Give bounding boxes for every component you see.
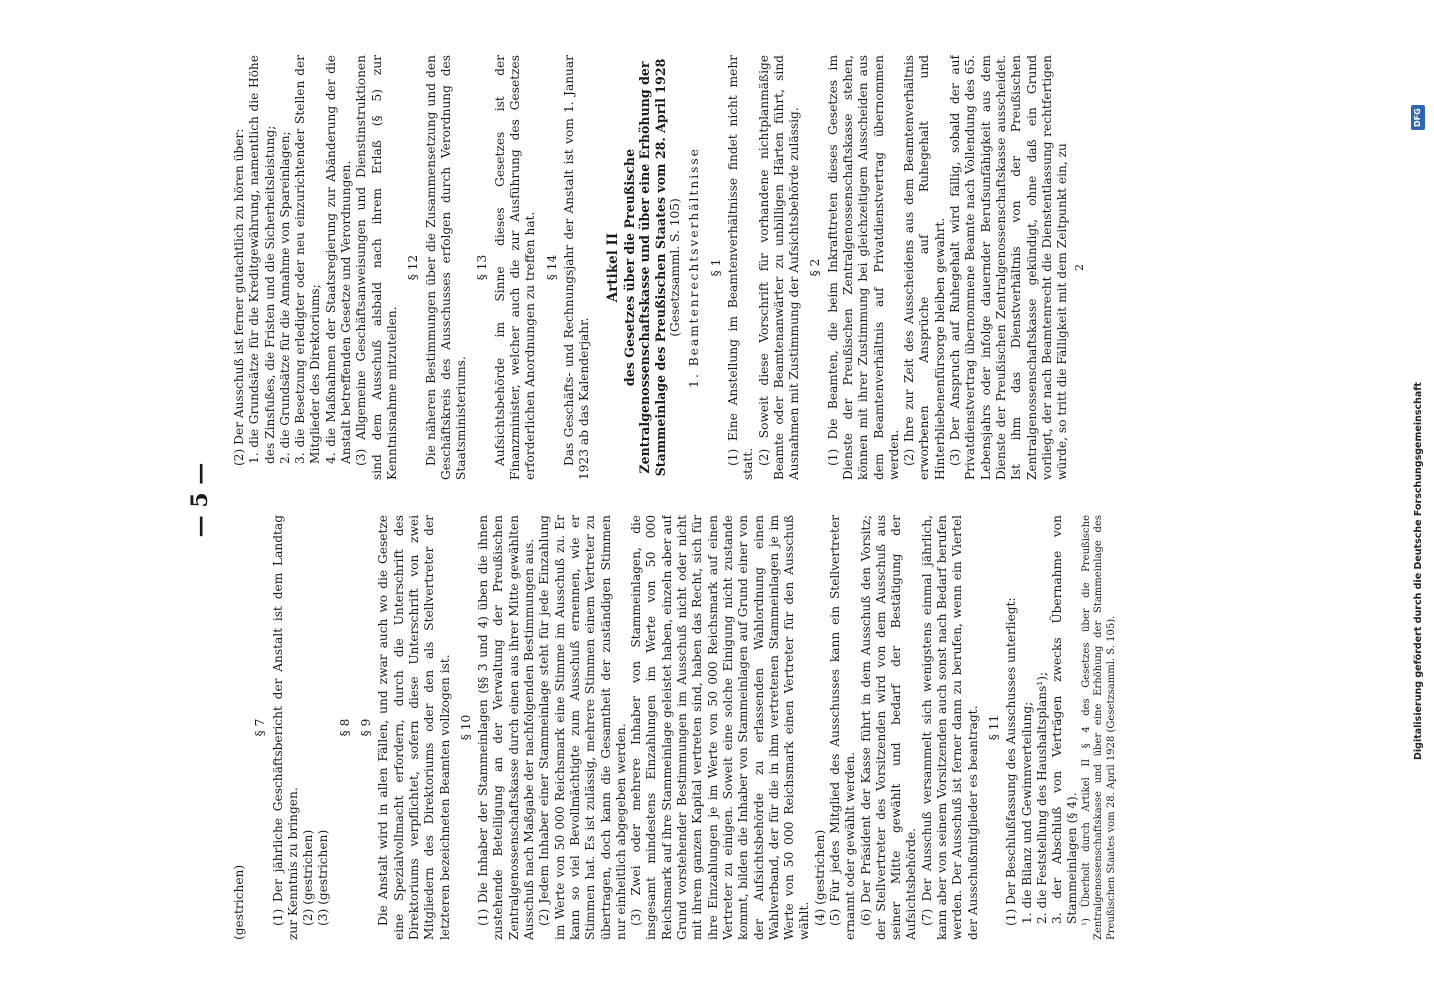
paragraph: (3) (gestrichen): [316, 829, 331, 926]
paragraph: Das Geschäfts- und Rechnungsjahr der Anstalt ist vom 1. Januar 1923 ab das Kalenderjahr.: [561, 55, 592, 480]
section-heading: § 13: [475, 254, 490, 281]
article-title: Artikel II: [604, 232, 621, 303]
paragraph: (6) Der Präsident der Kasse führt in dem Ausschuß den Vorsitz; der Stellvertreter des Vorsitzenden wird von dem Ausschuß aus seiner Mitte gewählt und bedarf der Bestätigung der Aufsichtsbehörde.: [858, 515, 919, 940]
list-item: 3. die Besetzung erledigter oder neu einzurichtender Stellen der Mitglieder des Direktoriums;: [293, 55, 323, 464]
footnote: ¹) Überholt durch Artikel II § 4 des Gesetzes über die Preußische Zentralgenossenschaftskasse und über eine Erhöhung der Stammeinlage des Preußischen Staates vom 28. April 1928 (Gesetzsamml. S. 105).: [1080, 515, 1117, 940]
paragraph: (2) (gestrichen): [301, 829, 316, 926]
paragraph: (5) Für jedes Mitglied des Ausschusses kann ein Stellvertreter ernannt oder gewählt werden.: [827, 515, 858, 940]
paragraph: Die näheren Bestimmungen über die Zusammensetzung und den Geschäftskreis des Ausschusses erfolgen durch Verordnung des Staatsministeriums.: [423, 55, 469, 480]
list-item: 4. die Maßnahmen der Staatsregierung zur Abänderung der die Anstalt betreffenden Gesetze und Verordnungen.: [323, 55, 354, 464]
list-item: 1. die Grundsätze für die Kreditgewährung, namentlich die Höhe des Zinsfußes, die Fristen und die Sicherheitsleistung;: [247, 55, 277, 464]
subsection-heading: 1. Beamtenrechtsverhältnisse: [687, 147, 702, 388]
article-reference: (Gesetzsamml. S. 105): [668, 198, 683, 337]
section-heading: § 14: [544, 254, 559, 281]
section-heading: § 10: [458, 714, 473, 741]
section-heading: § 8: [337, 718, 352, 737]
paragraph: (1) Die Beamten, die beim Inkrafttreten dieses Gesetzes im Dienste der Preußischen Zentralgenossenschaftskasse stehen, können mit ihrer Zustimmung bei gleichzeitigem Ausscheiden aus dem Beamtenverhältnis auf Privatdienstvertrag übernommen werden.: [825, 55, 901, 480]
paragraph: (3) Der Anspruch auf Ruhegehalt wird fällig, sobald der auf Privatdienstvertrag übernommene Beamte nach Vollendung des 65. Lebensjahrs oder infolge dauernder Berufsunfähigkeit aus dem Dienste der Preußischen Zentralgenossenschaftskasse ausscheidet. Ist ihm das Dienstverhältnis von der Preußischen Zentralgenossenschaftskasse gekündigt, ohne daß ein Grund vorliegt, der nach Beamtenrecht die Dienstentlassung rechtfertigen würde, so tritt die Fälligkeit mit dem Zeitpunkt ein, zu: [948, 55, 1070, 480]
paragraph: (2) Jedem Inhaber einer Stammeinlage steht für jede Einzahlung im Werte von 50 000 Reichsmark eine Stimme im Ausschuß zu. Er kann so viel Bevollmächtigte zum Ausschuß ernennen, wie er Stimmen hat. Es ist zulässig, mehrere Stimmen einem Vertreter zu übertragen, doch kann die Gesamtheit der zuständigen Stimmen nur einheitlich abgegeben werden.: [537, 515, 628, 940]
paragraph: (4) (gestrichen): [812, 829, 827, 926]
paragraph: (1) Eine Anstellung im Beamtenverhältnisse findet nicht mehr statt.: [725, 55, 756, 480]
dfg-logo: DFG: [1411, 105, 1425, 130]
paragraph: (7) Der Ausschuß versammelt sich wenigstens einmal jährlich, kann aber von seinem Vorsitzenden auch sonst nach Bedarf berufen werden. Der Ausschuß ist ferner dann zu berufen, wenn ein Viertel der Ausschußmitglieder es beantragt.: [919, 515, 980, 940]
paragraph: (1) Der jährliche Geschäftsbericht der Anstalt ist dem Landtag zur Kenntnis zu bringen.: [270, 515, 300, 940]
paragraph: (3) Allgemeine Geschäftsanweisungen und Dienstinstruktionen sind dem Ausschuß alsbald nach ihrem Erlaß (§ 5) zur Kenntnisnahme mitzuteilen.: [354, 55, 399, 480]
article-subtitle: des Gesetzes über die Preußische Zentralgenossenschaftskasse und über eine Erhöhung der Stammeinlage des Preußischen Staates vom 28. April 1928: [621, 58, 668, 477]
paragraph: Die Anstalt wird in allen Fällen, und zwar auch wo die Gesetze eine Spezialvollmacht erfordern, durch die Unterschrift des Direktoriums verpflichtet, sofern diese Unterschrift von zwei Mitgliedern des Direktoriums oder den als Stellvertreter der letzteren bezeichneten Beamten vollzogen ist.: [376, 515, 452, 940]
section-heading: § 9: [359, 718, 374, 737]
section-heading: § 1: [708, 258, 723, 277]
list-item: 2. die Feststellung des Haushaltsplans¹);: [1034, 671, 1049, 924]
paragraph: (2) Soweit diese Vorschrift für vorhandene nichtplanmäßige Beamte oder Beamtenanwärter zu unbilligen Härten führt, sind Ausnahmen mit Zustimmung der Aufsichtsbehörde zulässig.: [756, 55, 802, 480]
section-heading: § 2: [808, 258, 823, 277]
paragraph: (2) Der Ausschuß ist ferner gutachtlich zu hören über:: [232, 128, 246, 466]
list-item: 1. die Bilanz und Gewinnverteilung;: [1019, 701, 1034, 924]
section-heading: § 12: [406, 254, 421, 281]
section-heading: § 11: [986, 714, 1001, 741]
list-item: 3. der Abschluß von Verträgen zwecks Übernahme von Stammeinlagen (§ 4).: [1050, 515, 1080, 924]
paragraph: Aufsichtsbehörde im Sinne dieses Gesetzes ist der Finanzminister, welcher auch die zur Ausführung des Gesetzes erforderlichen Anordnungen zu treffen hat.: [492, 55, 538, 480]
document-page: [87, 20, 1347, 980]
sheet-number: 2: [1073, 264, 1087, 271]
left-column: [232, 515, 1317, 940]
struck-paragraph: (gestrichen): [232, 864, 246, 940]
paragraph: (3) Zwei oder mehrere Inhaber von Stammeinlagen, die insgesamt mindestens Einzahlungen im Werte von 50 000 Reichsmark auf ihre Stammeinlage geleistet haben, einzeln aber auf Grund vorstehender Bestimmungen im Ausschuß nicht oder nicht mit ihrem ganzen Kapital vertreten sind, haben das Recht, sich für ihre Einzahlungen je im Werte von 50 000 Reichsmark auf einen Vertreter zu einigen. Soweit eine solche Einigung nicht zustande kommt, bilden die Inhaber von Stammeinlagen auf Grund einer von der Aufsichtsbehörde zu erlassenden Wahlordnung einen Wahlverband, der für die in ihm vertretenen Stammeinlagen je im Werte von 50 000 Reichsmark einen Vertreter für den Ausschuß wählt.: [629, 515, 812, 940]
list-item: 2. die Grundsätze für die Annahme von Spareinlagen;: [277, 131, 292, 464]
paragraph: (1) Der Beschlußfassung des Ausschusses unterliegt:: [1004, 597, 1019, 926]
section-heading: § 7: [253, 718, 268, 737]
right-column: [232, 55, 1317, 480]
paragraph: (2) Ihre zur Zeit des Ausscheidens aus dem Beamtenverhältnis erworbenen Ansprüche auf Ruhegehalt und Hinterbliebenenfürsorge bleiben gewahrt.: [902, 55, 947, 480]
page-header: — 5 —: [187, 462, 213, 538]
dfg-sidebar: [1409, 100, 1429, 900]
paragraph: (1) Die Inhaber der Stammeinlagen (§§ 3 und 4) üben die ihnen zustehende Beteiligung an der Verwaltung der Preußischen Zentralgenossenschaftskasse durch einen aus ihrer Mitte gewählten Ausschuß nach Maßgabe der nachfolgenden Bestimmungen aus.: [476, 515, 537, 940]
funding-note: Digitalisierung gefördert durch die Deutsche Forschungsgemeinschaft: [1413, 382, 1424, 760]
